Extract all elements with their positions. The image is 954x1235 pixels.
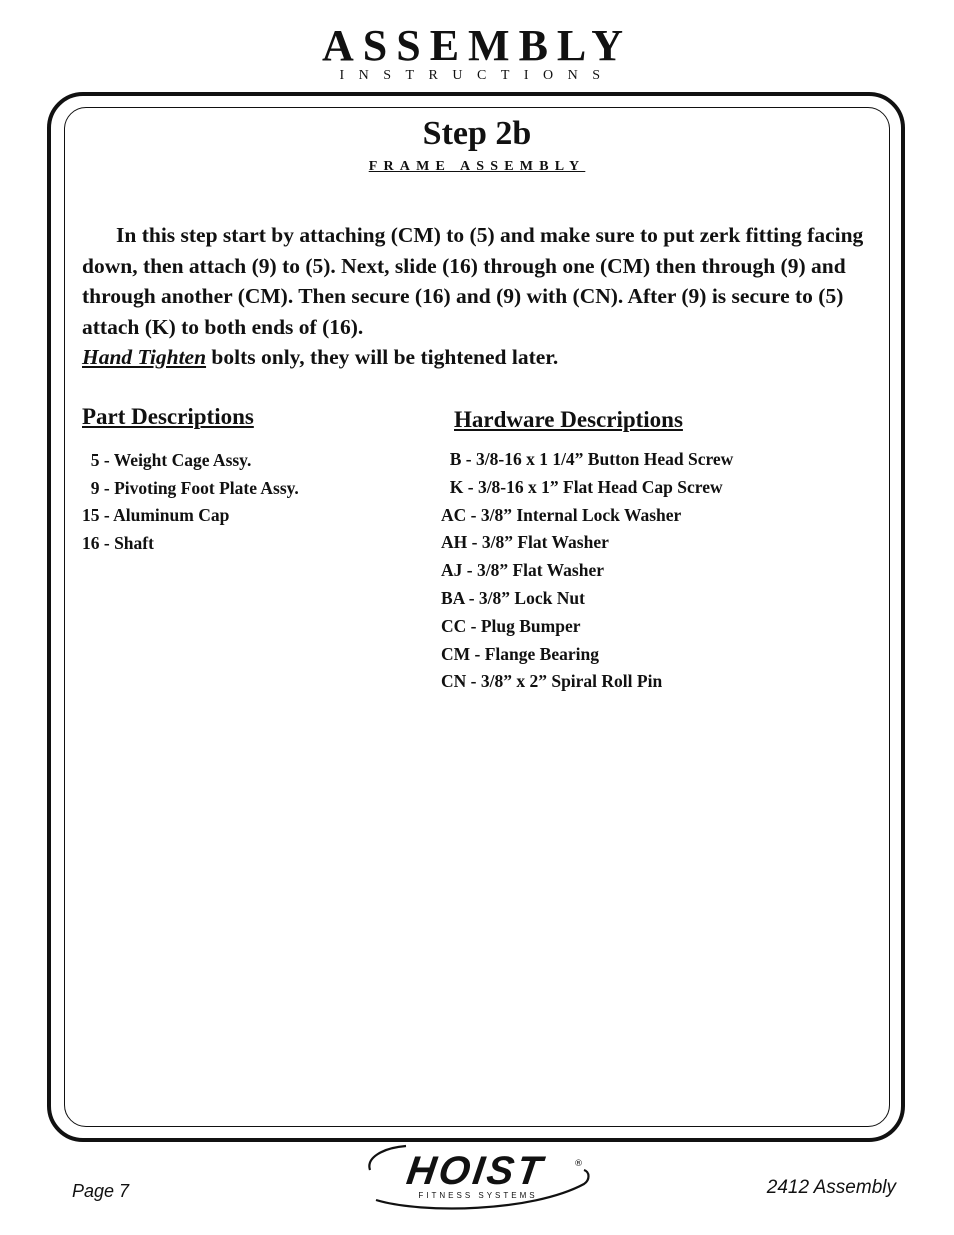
step-subtitle [0, 159, 954, 175]
part-item: 5 - Weight Cage Assy. [82, 450, 252, 470]
logo-tagline: FITNESS SYSTEMS [418, 1191, 538, 1200]
part-item: 16 - Shaft [82, 532, 154, 553]
hand-tighten-emphasis: Hand Tighten [82, 345, 207, 369]
page-number: Page 7 [72, 1181, 130, 1201]
hoist-logo [362, 1140, 592, 1212]
hardware-descriptions-list [441, 446, 733, 696]
hardware-item: AH - 3/8” Flat Washer [441, 532, 609, 553]
part-item: 15 - Aluminum Cap [82, 505, 230, 526]
hardware-item: CM - Flange Bearing [441, 643, 599, 664]
instructions-text-end: bolts only, they will be tightened later. [206, 345, 559, 369]
logo-wordmark: HOIST [403, 1148, 548, 1193]
hardware-item: BA - 3/8” Lock Nut [441, 587, 585, 608]
part-descriptions-heading: Part Descriptions [82, 404, 254, 429]
step-subtitle-text: FRAME ASSEMBLY [368, 159, 586, 174]
hardware-item: CC - Plug Bumper [441, 615, 581, 636]
document-subtitle: INSTRUCTIONS [339, 68, 615, 83]
hardware-descriptions-heading: Hardware Descriptions [454, 407, 683, 432]
part-descriptions-list [82, 447, 299, 557]
instructions-paragraph [82, 220, 872, 373]
hardware-item: AJ - 3/8” Flat Washer [441, 560, 605, 581]
hardware-item: K - 3/8-16 x 1” Flat Head Cap Screw [441, 476, 723, 497]
document-title: ASSEMBLY [321, 21, 633, 70]
step-title: Step 2b [422, 115, 532, 152]
instructions-text: In this step start by attaching (CM) to (5) and make sure to put zerk fitting facing down, then attach (9) to (5). Next, slide (16) through one (CM) then through (9) and through another (CM). Then secure (16) and (9) with (CN). After (9) is secure to (5) attach (K) to both ends of (16). [82, 223, 864, 339]
registered-mark: ® [574, 1159, 583, 1169]
part-item: 9 - Pivoting Foot Plate Assy. [82, 477, 299, 498]
hardware-item: AC - 3/8” Internal Lock Washer [441, 504, 682, 525]
hardware-item: CN - 3/8” x 2” Spiral Roll Pin [441, 671, 663, 692]
hardware-item: B - 3/8-16 x 1 1/4” Button Head Screw [441, 449, 734, 469]
model-label: 2412 Assembly [766, 1177, 896, 1198]
